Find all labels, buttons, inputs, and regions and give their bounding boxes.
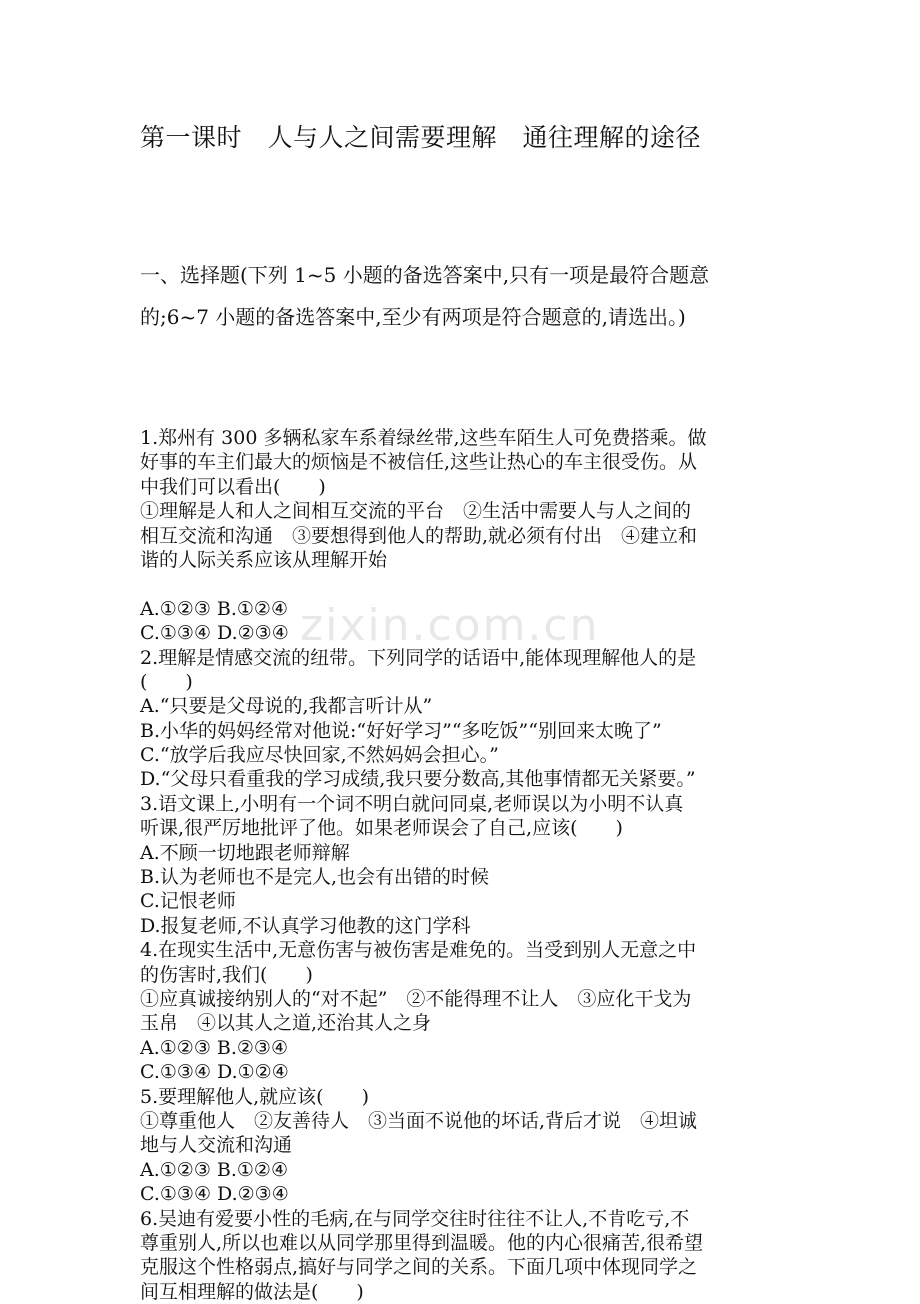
question-line: 4.在现实生活中,无意伤害与被伤害是难免的。当受到别人无意之中 xyxy=(140,939,697,962)
question-line: 谐的人际关系应该从理解开始 xyxy=(140,548,388,571)
answer-option: C.记恨老师 xyxy=(140,890,236,913)
question-line: 克服这个性格弱点,搞好与同学之间的关系。下面几项中体现同学之 xyxy=(140,1256,698,1279)
question-line: ①尊重他人 ②友善待人 ③当面不说他的坏话,背后才说 ④坦诚 xyxy=(140,1109,698,1132)
answer-options: A.①②③ B.①②④ xyxy=(140,1158,289,1181)
answer-option: A.“只要是父母说的,我都言听计从” xyxy=(140,695,433,718)
question-line: 听课,很严厉地批评了他。如果老师误会了自己,应该( ) xyxy=(140,817,623,840)
blank-line xyxy=(140,572,790,596)
question-line: 尊重别人,所以也难以从同学那里得到温暖。他的内心很痛苦,很希望 xyxy=(140,1231,704,1254)
question-body xyxy=(140,426,790,1304)
answer-option: D.报复老师,不认真学习他教的这门学科 xyxy=(140,914,471,937)
question-line: 5.要理解他人,就应该( ) xyxy=(140,1085,369,1108)
answer-options: C.①③④ D.②③④ xyxy=(140,622,289,645)
question-line: 玉帛 ④以其人之道,还治其人之身 xyxy=(140,1012,432,1035)
question-line: 相互交流和沟通 ③要想得到他人的帮助,就必须有付出 ④建立和 xyxy=(140,524,698,547)
question-line: 地与人交流和沟通 xyxy=(140,1134,293,1157)
question-line: 3.语文课上,小明有一个词不明白就问同桌,老师误以为小明不认真 xyxy=(140,792,684,815)
answer-options: C.①③④ D.①②④ xyxy=(140,1061,289,1084)
answer-options: A.①②③ B.②③④ xyxy=(140,1036,289,1059)
answer-option: D.“父母只看重我的学习成绩,我只要分数高,其他事情都无关紧要。” xyxy=(140,768,696,791)
question-line: ①理解是人和人之间相互交流的平台 ②生活中需要人与人之间的 xyxy=(140,500,692,523)
question-line: 6.吴迪有爱要小性的毛病,在与同学交往时往往不让人,不肯吃亏,不 xyxy=(140,1207,690,1230)
question-line: 好事的车主们最大的烦恼是不被信任,这些让热心的车主很受伤。从 xyxy=(140,451,698,474)
watermark: zixin.com.cn xyxy=(300,600,600,651)
question-line: 1.郑州有 300 多辆私家车系着绿丝带,这些车陌生人可免费搭乘。做 xyxy=(140,427,707,449)
answer-options: A.①②③ B.①②④ xyxy=(140,597,289,620)
question-line: 间互相理解的做法是( ) xyxy=(140,1280,364,1303)
answer-option: B.认为老师也不是完人,也会有出错的时候 xyxy=(140,866,490,889)
question-line: 的伤害时,我们( ) xyxy=(140,963,313,986)
answer-option: C.“放学后我应尽快回家,不然妈妈会担心。” xyxy=(140,744,499,767)
instruction-line: 一、选择题(下列 1~5 小题的备选答案中,只有一项是最符合题意 xyxy=(140,263,710,287)
question-line: ①应真诚接纳别人的“对不起” ②不能得理不让人 ③应化干戈为 xyxy=(140,987,692,1010)
question-line: 2.理解是情感交流的纽带。下列同学的话语中,能体现理解他人的是 xyxy=(140,646,697,669)
page-title: 第一课时 人与人之间需要理解 通往理解的途径 xyxy=(140,123,702,152)
question-line: 中我们可以看出( ) xyxy=(140,475,326,498)
question-line: ( ) xyxy=(140,670,193,693)
instruction-line: 的;6~7 小题的备选答案中,至少有两项是符合题意的,请选出。) xyxy=(140,305,686,329)
answer-option: B.小华的妈妈经常对他说:“好好学习”“多吃饭”“别回来太晚了” xyxy=(140,719,662,742)
answer-option: A.不顾一切地跟老师辩解 xyxy=(140,841,350,864)
section-instructions xyxy=(140,254,790,338)
answer-options: C.①③④ D.②③④ xyxy=(140,1183,289,1206)
